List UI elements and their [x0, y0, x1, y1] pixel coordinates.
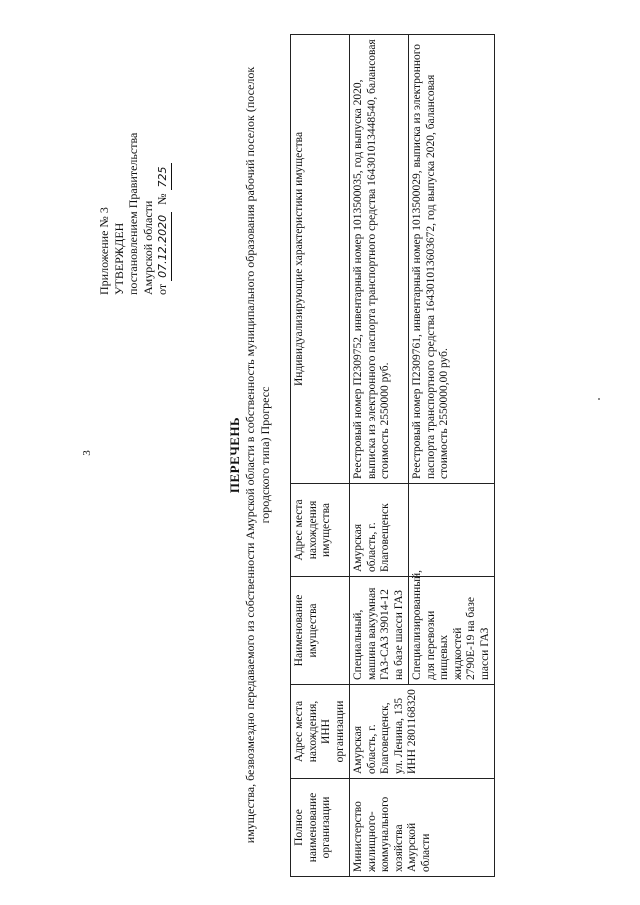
- approval-line-1: постановлением Правительства: [126, 132, 140, 295]
- header-org-address: Адрес места нахождения, ИНН организации: [291, 685, 350, 779]
- page-number: 3: [80, 450, 93, 456]
- item-name-cell: Специальный, машина вакуумная ГАЗ-САЗ 39014-12 на базе шасси ГАЗ: [350, 577, 409, 685]
- header-item-name: Наименование имущества: [291, 577, 350, 685]
- document-body: [87, 25, 557, 885]
- approval-date-line: [155, 45, 172, 295]
- item-address-cell: Амурская область, г. Благовещенск: [350, 484, 409, 577]
- scan-speck: [598, 398, 600, 400]
- appendix-label: Приложение № 3: [97, 207, 111, 295]
- org-name-cell: Министерство жилищного-коммунального хозяйства Амурской области: [350, 779, 495, 877]
- approval-date: 07.12.2020: [156, 212, 172, 281]
- number-prefix: №: [155, 193, 169, 205]
- date-prefix: от: [155, 283, 169, 295]
- document-subtitle: имущества, безвозмездно передаваемого из собственности Амурской области в собственность муниципального образования рабочий поселок (поселок городского типа) Прогресс: [243, 66, 272, 844]
- approved-label: УТВЕРЖДЕН: [111, 222, 126, 295]
- property-table: [290, 34, 495, 877]
- item-details-cell: Реестровый номер П2309761, инвентарный номер 1013500029, выписка из электронного паспорта транспортного средства 164301013603672, год выпуска 2020, балансовая стоимость 2550000,00 руб.: [409, 35, 495, 484]
- item-name-cell: Специализированный, для перевозки пищевых жидкостей 2790Е-19 на базе шасси ГАЗ: [409, 577, 495, 685]
- header-item-address: Адрес места нахождения имущества: [291, 484, 350, 577]
- table-header-row: [291, 35, 350, 877]
- org-address-cell: Амурская область, г. Благовещенск, ул. Ленина, 135 ИНН 2801168320: [350, 685, 495, 779]
- header-org-name: Полное наименование организации: [291, 779, 350, 877]
- table-row: [350, 35, 409, 877]
- approval-stamp: [97, 45, 172, 295]
- approval-number: 725: [156, 163, 172, 190]
- item-address-cell-empty: [409, 484, 495, 577]
- header-item-details: Индивидуализирующие характеристики имущества: [291, 35, 350, 484]
- item-details-cell: Реестровый номер П2309752, инвентарный номер 1013500035, год выпуска 2020, выписка из электронного паспорта транспортного средства 164301013448540, балансовая стоимость 2550000 руб.: [350, 35, 409, 484]
- approval-line-2: Амурской области: [140, 200, 155, 295]
- document-title: ПЕРЕЧЕНЬ: [227, 416, 242, 494]
